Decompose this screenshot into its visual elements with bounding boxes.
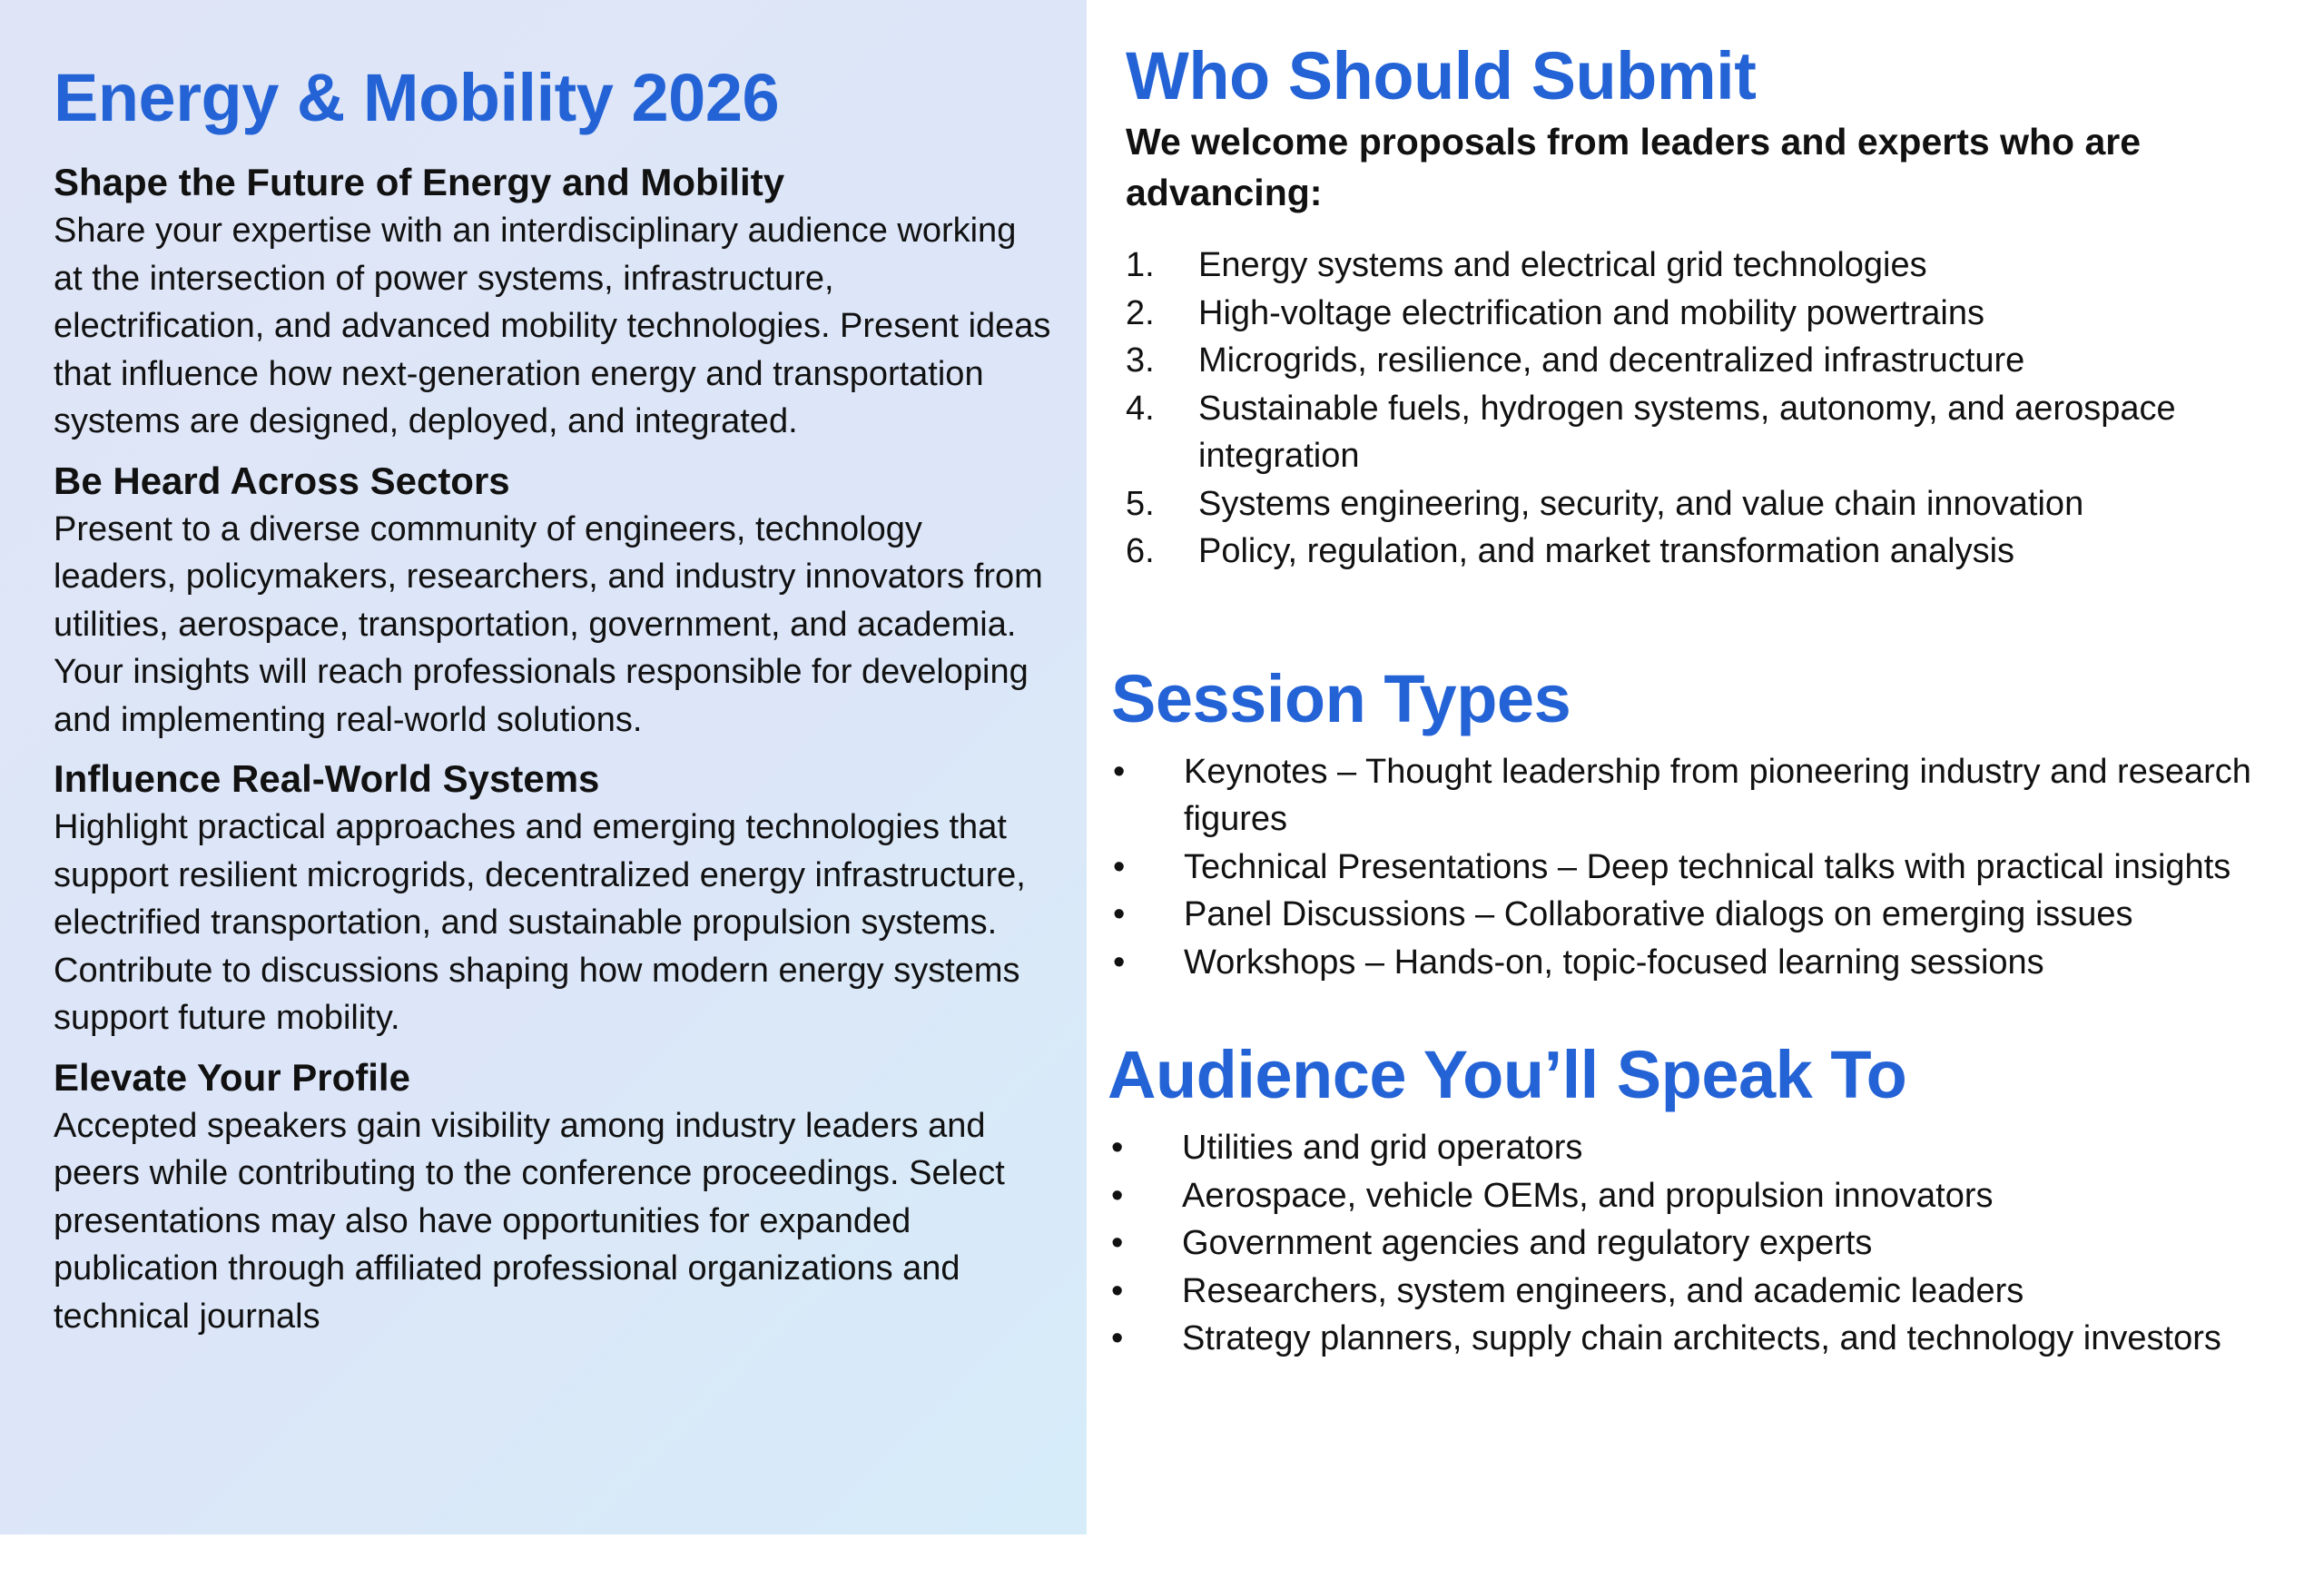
list-item <box>1111 891 2306 939</box>
bullet-icon: • <box>1111 1129 1124 1167</box>
list-item <box>1111 939 2306 987</box>
list-item-text: Technical Presentations – Deep technical talks with practical insights <box>1184 847 2231 886</box>
section-body: Present to a diverse community of engineers, technology leaders, policymakers, researchers, and industry innovators from utilities, aerospace, transportation, government, and academia. Your insights will reach professionals responsible for developing and implementing real-world solutions. <box>54 509 1043 739</box>
list-item-text: High-voltage electrification and mobility powertrains <box>1198 293 1984 332</box>
section-elevate <box>54 1053 1052 1341</box>
section-heading: Elevate Your Profile <box>54 1055 410 1099</box>
list-item <box>1109 1315 2306 1363</box>
list-item <box>1126 290 2306 338</box>
audience-list <box>1109 1124 2306 1363</box>
list-item <box>1126 528 2306 576</box>
list-item-text: Researchers, system engineers, and academic leaders <box>1182 1271 2024 1310</box>
section-heading: Be Heard Across Sectors <box>54 459 510 502</box>
list-item-text: Systems engineering, security, and value chain innovation <box>1198 484 2084 523</box>
list-item <box>1126 337 2306 385</box>
list-item-text: Sustainable fuels, hydrogen systems, autonomy, and aerospace integration <box>1198 389 2176 475</box>
list-item-text: Panel Discussions – Collaborative dialogs on emerging issues <box>1184 895 2133 933</box>
left-content <box>54 54 1052 1351</box>
page-title: Energy & Mobility 2026 <box>54 60 780 135</box>
right-panel <box>1108 36 2306 1363</box>
left-panel <box>0 0 1087 1535</box>
list-number: 1. <box>1126 246 1155 284</box>
section-heading: Shape the Future of Energy and Mobility <box>54 161 785 203</box>
audience-title: Audience You’ll Speak To <box>1108 1037 1907 1112</box>
list-item <box>1109 1268 2306 1316</box>
list-item-text: Utilities and grid operators <box>1182 1129 1583 1167</box>
bullet-icon: • <box>1111 1319 1124 1357</box>
section-body: Share your expertise with an interdisciplinary audience working at the intersection of power systems, infrastructure, electrification, and advanced mobility technologies. Present ideas that influence how next-generation energy and transportation systems are designed, deployed, and integrated. <box>54 212 1051 440</box>
bullet-icon: • <box>1113 943 1126 982</box>
list-item <box>1111 844 2306 892</box>
session-types-title: Session Types <box>1111 660 1571 736</box>
bullet-icon: • <box>1113 752 1126 791</box>
who-intro: We welcome proposals from leaders and experts who are advancing: <box>1126 121 2142 213</box>
list-item <box>1111 748 2306 844</box>
bullet-icon: • <box>1113 895 1126 933</box>
bullet-icon: • <box>1111 1224 1124 1262</box>
list-item <box>1109 1172 2306 1220</box>
list-item-text: Policy, regulation, and market transformation analysis <box>1198 532 2015 570</box>
list-item-text: Strategy planners, supply chain architects, and technology investors <box>1182 1319 2221 1357</box>
list-item-text: Aerospace, vehicle OEMs, and propulsion innovators <box>1182 1176 1994 1215</box>
bullet-icon: • <box>1111 1271 1124 1310</box>
list-item <box>1109 1219 2306 1268</box>
session-types-list <box>1111 748 2306 987</box>
list-number: 2. <box>1126 293 1155 332</box>
list-number: 4. <box>1126 389 1155 428</box>
list-item-text: Microgrids, resilience, and decentralized infrastructure <box>1198 341 2025 380</box>
section-heading: Influence Real-World Systems <box>54 757 600 800</box>
list-item-text: Keynotes – Thought leadership from pioneering industry and research figures <box>1184 752 2251 838</box>
section-be-heard <box>54 457 1052 745</box>
section-body: Highlight practical approaches and emerging technologies that support resilient microgrids, decentralized energy infrastructure, electrified transportation, and sustainable propulsion systems. Contribute to discussions shaping how modern energy systems support future mobility. <box>54 808 1026 1037</box>
list-item <box>1126 480 2306 528</box>
list-item-text: Energy systems and electrical grid technologies <box>1198 246 1927 284</box>
list-number: 5. <box>1126 484 1155 523</box>
list-item-text: Government agencies and regulatory experts <box>1182 1224 1873 1262</box>
list-item <box>1126 385 2306 480</box>
bullet-icon: • <box>1113 847 1126 886</box>
list-number: 6. <box>1126 532 1155 570</box>
list-item-text: Workshops – Hands-on, topic-focused learning sessions <box>1184 943 2044 982</box>
who-should-submit-title: Who Should Submit <box>1126 38 1757 114</box>
section-shape-future <box>54 158 1052 446</box>
list-item <box>1109 1124 2306 1172</box>
list-number: 3. <box>1126 341 1155 380</box>
bullet-icon: • <box>1111 1176 1124 1215</box>
list-item <box>1126 242 2306 290</box>
topic-list <box>1126 242 2306 576</box>
section-influence <box>54 755 1052 1042</box>
section-body: Accepted speakers gain visibility among industry leaders and peers while contributing to the conference proceedings. Select presentations may also have opportunities for expanded publication through affiliated professional organizations and technical journals <box>54 1106 1005 1336</box>
